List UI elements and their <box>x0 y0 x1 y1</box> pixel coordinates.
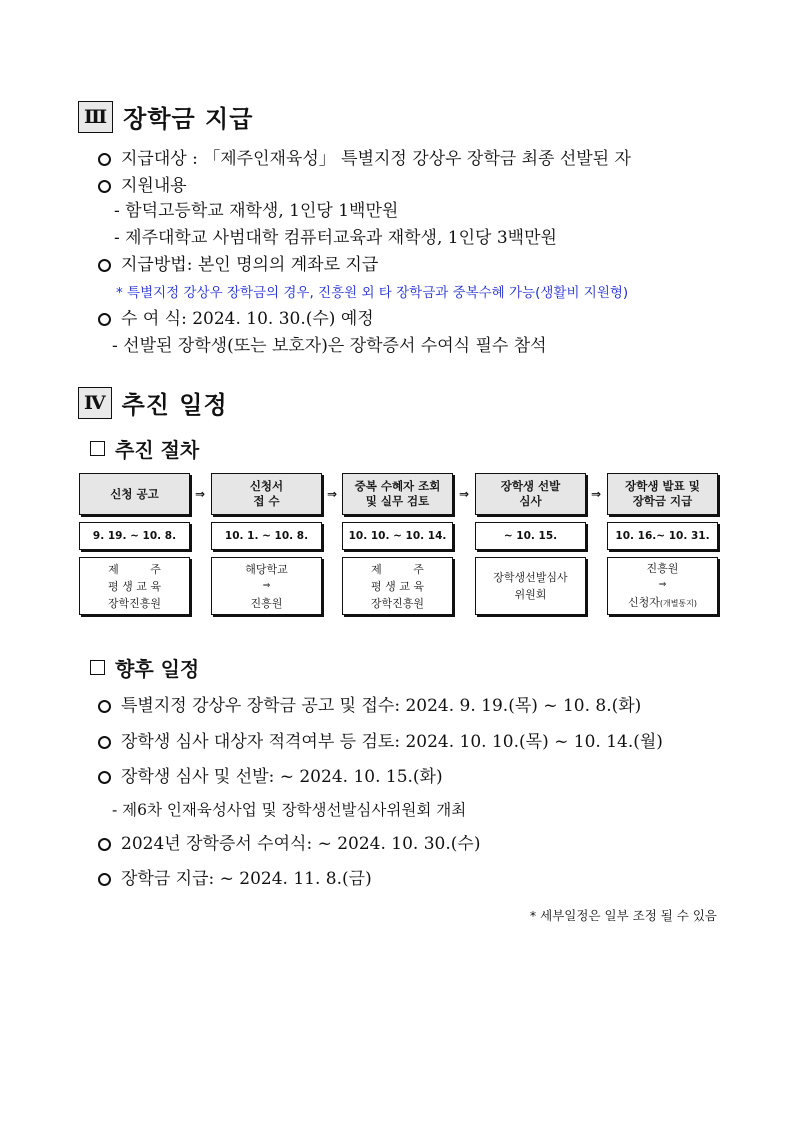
step-org-2: 해당학교 ⇒ 진흥원 <box>211 557 322 615</box>
step-org-5: 진흥원 ⇒ 신청자(개별통지) <box>607 557 718 615</box>
item-eligibility: 지급대상 : 「제주인재육성」 특별지정 강상우 장학금 최종 선발된 자 <box>98 148 631 170</box>
duplicate-benefit-note: * 특별지정 강상우 장학금의 경우, 진흥원 외 타 장학금과 중복수혜 가능(생활비 지원형) <box>116 285 629 301</box>
schedule-item: 장학생 심사 대상자 적격여부 등 검토: 2024. 10. 10.(목) ~ 10. 14.(월) <box>98 731 663 753</box>
schedule-item: 특별지정 강상우 장학금 공고 및 접수: 2024. 9. 19.(목) ~ 10. 8.(화) <box>98 695 641 717</box>
step-org-4: 장학생선발심사 위원회 <box>475 557 586 615</box>
step-date-1: 9. 19. ~ 10. 8. <box>79 522 190 550</box>
support-detail: - 제주대학교 사범대학 컴퓨터교육과 재학생, 1인당 3백만원 <box>114 228 557 248</box>
step-org-1: 제 주 평 생 교 육 장학진흥원 <box>79 557 190 615</box>
circle-bullet-icon <box>98 873 111 886</box>
schedule-heading: 향후 일정 <box>90 653 199 682</box>
circle-bullet-icon <box>98 700 111 713</box>
item-payment-method: 지급방법: 본인 명의의 계좌로 지급 <box>98 254 378 276</box>
circle-bullet-icon <box>98 736 111 749</box>
circle-bullet-icon <box>98 259 111 272</box>
item-ceremony: 수 여 식: 2024. 10. 30.(수) 예정 <box>98 308 374 330</box>
schedule-item: 장학금 지급: ~ 2024. 11. 8.(금) <box>98 868 372 890</box>
ceremony-note: - 선발된 장학생(또는 보호자)은 장학증서 수여식 필수 참석 <box>112 336 547 356</box>
circle-bullet-icon <box>98 838 111 851</box>
schedule-item: 장학생 심사 및 선발: ~ 2024. 10. 15.(화) <box>98 766 443 788</box>
section-3-number: Ⅲ <box>78 101 113 133</box>
schedule-item: 2024년 장학증서 수여식: ~ 2024. 10. 30.(수) <box>98 833 480 855</box>
step-date-4: ~ 10. 15. <box>475 522 586 550</box>
square-bullet-icon <box>90 441 105 456</box>
square-bullet-icon <box>90 660 105 675</box>
step-box-2: 신청서 접 수 <box>211 473 322 515</box>
step-box-1: 신청 공고 <box>79 473 190 515</box>
arrow-icon: ⇒ <box>327 487 338 501</box>
circle-bullet-icon <box>98 153 111 166</box>
step-date-2: 10. 1. ~ 10. 8. <box>211 522 322 550</box>
footnote: * 세부일정은 일부 조정 될 수 있음 <box>529 908 717 923</box>
step-org-3: 제 주 평 생 교 육 장학진흥원 <box>342 557 453 615</box>
section-3-title: 장학금 지급 <box>123 105 254 133</box>
section-4-number: Ⅳ <box>78 387 112 419</box>
step-box-5: 장학생 발표 및 장학금 지급 <box>607 473 718 515</box>
arrow-icon: ⇒ <box>591 487 602 501</box>
item-support: 지원내용 <box>98 175 187 197</box>
schedule-sub-note: - 제6차 인재육성사업 및 장학생선발심사위원회 개최 <box>112 801 467 819</box>
support-detail: - 함덕고등학교 재학생, 1인당 1백만원 <box>114 201 399 221</box>
arrow-icon: ⇒ <box>195 487 206 501</box>
step-date-3: 10. 10. ~ 10. 14. <box>342 522 453 550</box>
section-3-heading <box>78 99 253 134</box>
section-4-title: 추진 일정 <box>121 391 228 419</box>
circle-bullet-icon <box>98 313 111 326</box>
arrow-icon: ⇒ <box>459 487 470 501</box>
procedure-heading: 추진 절차 <box>90 434 199 463</box>
circle-bullet-icon <box>98 771 111 784</box>
circle-bullet-icon <box>98 180 111 193</box>
step-date-5: 10. 16.~ 10. 31. <box>607 522 718 550</box>
step-box-4: 장학생 선발 심사 <box>475 473 586 515</box>
section-4-heading <box>78 385 228 420</box>
step-box-3: 중복 수혜자 조회 및 실무 검토 <box>342 473 453 515</box>
